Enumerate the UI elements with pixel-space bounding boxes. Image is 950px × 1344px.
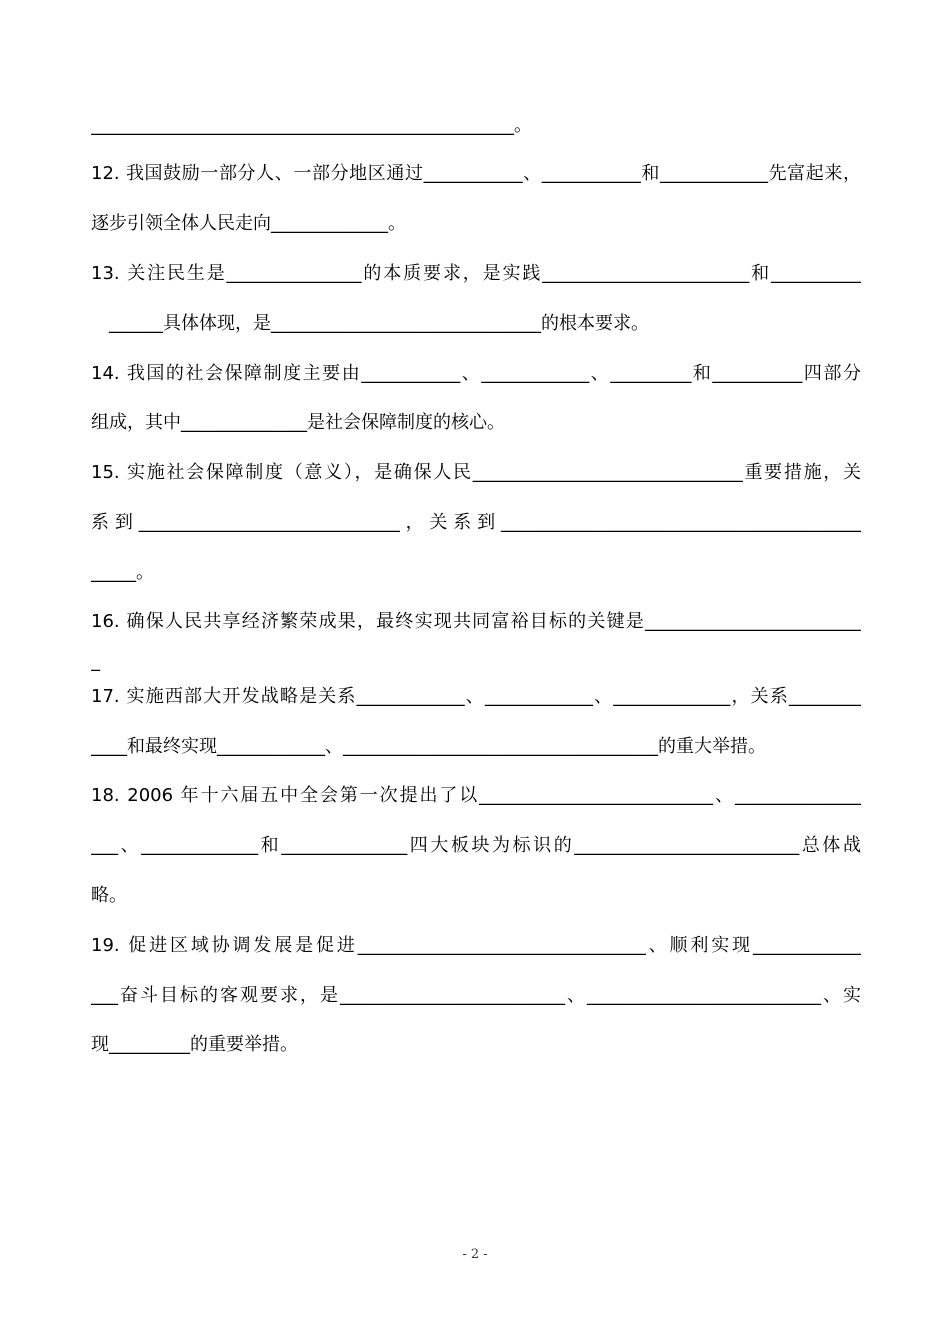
text-line: 系到_____________________________，关系到________________________________________ [91, 512, 861, 533]
text-line: 略。 [91, 885, 127, 906]
question-17: 17. 实施西部大开发战略是关系____________、____________、_____________，关系________ [91, 686, 861, 707]
text-line: _____。 [91, 562, 154, 583]
question-19: 19. 促进区域协调发展是促进________________________________、顺利实现____________ [91, 935, 861, 956]
page-number: - 2 - [462, 1247, 488, 1262]
text-line: _______________________________________________。 [91, 115, 532, 136]
text-line: ___、_____________和______________四大板块为标识的_________________________总体战 [91, 835, 861, 856]
question-18: 18. 2006 年十六届五中全会第一次提出了以__________________________、______________ [91, 785, 861, 806]
text-line: 组成，其中______________是社会保障制度的核心。 [91, 412, 505, 433]
text-line: ___奋斗目标的客观要求，是_________________________、__________________________、实 [91, 985, 861, 1006]
question-14: 14. 我国的社会保障制度主要由___________、____________、_________和__________四部分 [91, 363, 861, 384]
text-line: 逐步引领全体人民走向_____________。 [91, 213, 406, 234]
text-line: _ [91, 651, 100, 672]
text-line: 现_________的重要举措。 [91, 1034, 298, 1055]
text-line: ______具体体现，是______________________________的根本要求。 [91, 313, 649, 334]
question-15: 15. 实施社会保障制度（意义），是确保人民______________________________重要措施，关 [91, 462, 861, 483]
question-16: 16. 确保人民共享经济繁荣成果，最终实现共同富裕目标的关键是________________________ [91, 611, 861, 632]
text-line: ____和最终实现____________、___________________________________的重大举措。 [91, 736, 766, 757]
question-13: 13. 关注民生是_______________的本质要求，是实践_______________________和__________ [91, 263, 861, 284]
question-12: 12. 我国鼓励一部分人、一部分地区通过___________、___________和____________先富起来， [91, 163, 861, 184]
